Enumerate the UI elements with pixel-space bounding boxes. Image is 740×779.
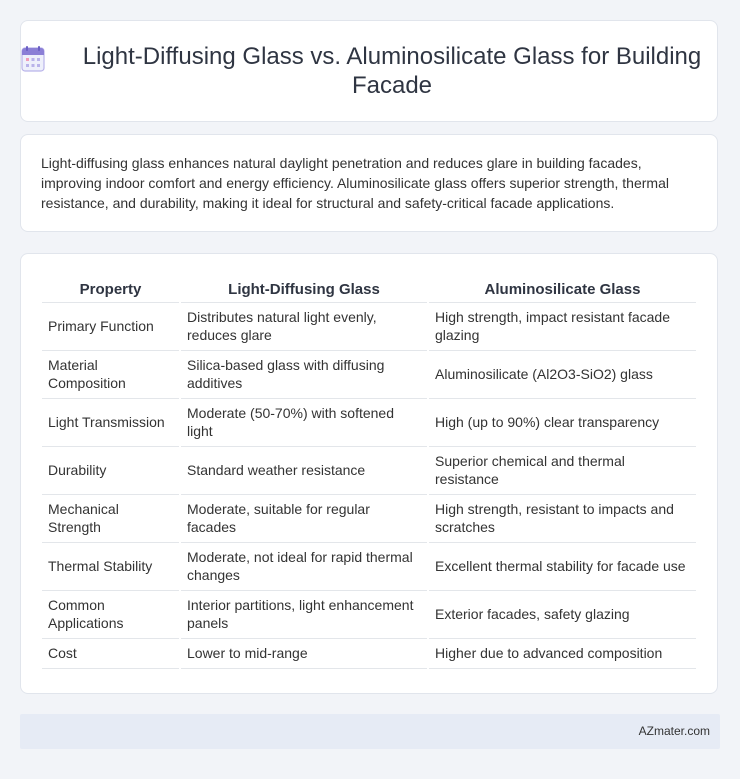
aluminosilicate-cell: Excellent thermal stability for facade use (429, 543, 696, 591)
table-row (42, 447, 696, 495)
light-diffusing-cell: Interior partitions, light enhancement panels (181, 591, 427, 639)
property-cell: Thermal Stability (42, 543, 179, 591)
light-diffusing-cell: Moderate (50-70%) with softened light (181, 399, 427, 447)
table-row (42, 639, 696, 669)
property-cell: Durability (42, 447, 179, 495)
table-row (42, 399, 696, 447)
aluminosilicate-cell: High strength, resistant to impacts and scratches (429, 495, 696, 543)
table-row (42, 591, 696, 639)
title-card (20, 20, 718, 122)
calendar-icon (21, 46, 45, 72)
light-diffusing-cell: Lower to mid-range (181, 639, 427, 669)
light-diffusing-cell: Moderate, not ideal for rapid thermal changes (181, 543, 427, 591)
light-diffusing-cell: Moderate, suitable for regular facades (181, 495, 427, 543)
aluminosilicate-cell: Exterior facades, safety glazing (429, 591, 696, 639)
header-aluminosilicate: Aluminosilicate Glass (429, 273, 696, 303)
header-light-diffusing: Light-Diffusing Glass (181, 273, 427, 303)
aluminosilicate-cell: Higher due to advanced composition (429, 639, 696, 669)
title-wrap (21, 42, 717, 100)
property-cell: Material Composition (42, 351, 179, 399)
aluminosilicate-cell: Superior chemical and thermal resistance (429, 447, 696, 495)
light-diffusing-cell: Standard weather resistance (181, 447, 427, 495)
header-property: Property (42, 273, 179, 303)
summary-card (20, 134, 718, 232)
property-cell: Mechanical Strength (42, 495, 179, 543)
light-diffusing-cell: Silica-based glass with diffusing additives (181, 351, 427, 399)
summary-text: Light-diffusing glass enhances natural daylight penetration and reduces glare in building facades, improving indoor comfort and energy efficiency. Aluminosilicate glass offers superior strength, thermal resistance, and durability, making it ideal for structural and safety-critical facade applications. (41, 155, 669, 211)
aluminosilicate-cell: Aluminosilicate (Al2O3-SiO2) glass (429, 351, 696, 399)
property-cell: Cost (42, 639, 179, 669)
table-row (42, 303, 696, 351)
aluminosilicate-cell: High (up to 90%) clear transparency (429, 399, 696, 447)
table-row (42, 351, 696, 399)
comparison-card (20, 253, 718, 694)
page-title: Light-Diffusing Glass vs. Aluminosilicate Glass for Building Facade (82, 43, 702, 99)
footer-brand-link[interactable]: AZmater.com (638, 724, 710, 738)
footer-bar (20, 714, 720, 749)
table-row (42, 495, 696, 543)
comparison-table (40, 273, 698, 669)
property-cell: Primary Function (42, 303, 179, 351)
table-row (42, 543, 696, 591)
light-diffusing-cell: Distributes natural light evenly, reduces glare (181, 303, 427, 351)
table-header-row (42, 273, 696, 303)
property-cell: Common Applications (42, 591, 179, 639)
aluminosilicate-cell: High strength, impact resistant facade glazing (429, 303, 696, 351)
property-cell: Light Transmission (42, 399, 179, 447)
